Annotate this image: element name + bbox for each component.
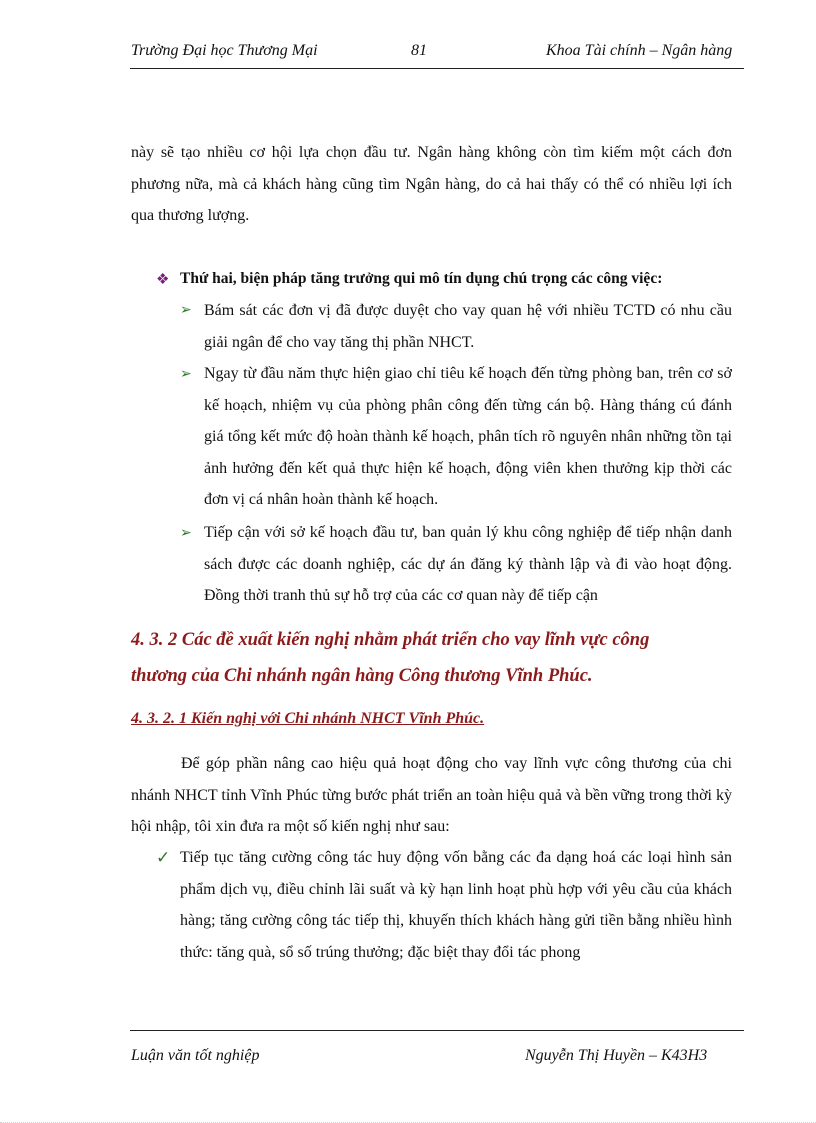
heading-4-3-2-1: 4. 3. 2. 1 Kiến nghị với Chi nhánh NHCT Vĩnh Phúc. <box>131 710 485 727</box>
page-number: 81 <box>411 42 427 59</box>
diamond-bullet-icon: ❖ <box>156 272 170 288</box>
list-item: Tiếp cận với sở kế hoạch đầu tư, ban quản lý khu công nghiệp để tiếp nhận danh sách được các doanh nghiệp, các dự án đăng ký thành lập và đi vào hoạt động. Đồng thời tranh thủ sự hỗ trợ của các cơ quan này để tiếp cận <box>204 524 732 604</box>
check-bullet-icon: ✓ <box>156 848 171 867</box>
header-rule <box>130 68 744 69</box>
list-item: Ngay từ đầu năm thực hiện giao chỉ tiêu kế hoạch đến từng phòng ban, trên cơ sở kế hoạch, nhiệm vụ của phòng phân công đến từng cán bộ. Hàng tháng cú đánh giá tổng kết mức độ hoàn thành kế hoạch, phân tích rõ nguyên nhân những tồn tại ảnh hưởng đến kết quả thực hiện kế hoạch, động viên khen thưởng kịp thời các đơn vị cá nhân hoàn thành kế hoạch. <box>204 365 732 508</box>
list-item: Bám sát các đơn vị đã được duyệt cho vay quan hệ với nhiều TCTD có nhu cầu giải ngân để cho vay tăng thị phần NHCT. <box>204 302 732 351</box>
paragraph-recommendations: Để góp phần nâng cao hiệu quả hoạt động cho vay lĩnh vực công thương của chi nhánh NHCT tỉnh Vĩnh Phúc từng bước phát triển an toàn hiệu quả và bền vững trong thời kỳ hội nhập, tôi xin đưa ra một số kiến nghị như sau: <box>131 755 732 835</box>
footer-thesis: Luận văn tốt nghiệp <box>131 1047 260 1064</box>
heading-4-3-2 <box>131 622 731 694</box>
arrow-bullet-icon: ➢ <box>180 526 192 541</box>
section-title-growth: Thứ hai, biện pháp tăng trưởng qui mô tín dụng chú trọng các công việc: <box>180 270 663 287</box>
list-item: Tiếp tục tăng cường công tác huy động vốn bằng các đa dạng hoá các loại hình sản phẩm dịch vụ, điều chỉnh lãi suất và kỳ hạn linh hoạt phù hợp với yêu cầu của khách hàng; tăng cường công tác tiếp thị, khuyến thích khách hàng gửi tiền bằng nhiều hình thức: tăng quà, sổ số trúng thưởng; đặc biệt thay đổi tác phong <box>180 849 732 961</box>
heading-line: 4. 3. 2 Các đề xuất kiến nghị nhằm phát triển cho vay lĩnh vực công <box>131 630 650 650</box>
footer-author: Nguyễn Thị Huyền – K43H3 <box>525 1047 708 1064</box>
header-school: Trường Đại học Thương Mại <box>131 42 318 59</box>
header-faculty: Khoa Tài chính – Ngân hàng <box>546 42 733 59</box>
footer-rule <box>130 1030 744 1031</box>
paragraph-opening: này sẽ tạo nhiều cơ hội lựa chọn đầu tư. Ngân hàng không còn tìm kiếm một cách đơn phương nữa, mà cả khách hàng cũng tìm Ngân hàng, do cả hai thấy có thể có nhiều lợi ích qua thương lượng. <box>131 144 732 224</box>
heading-line: thương của Chi nhánh ngân hàng Công thương Vĩnh Phúc. <box>131 666 593 686</box>
arrow-bullet-icon: ➢ <box>180 303 192 318</box>
arrow-bullet-icon: ➢ <box>180 367 192 382</box>
